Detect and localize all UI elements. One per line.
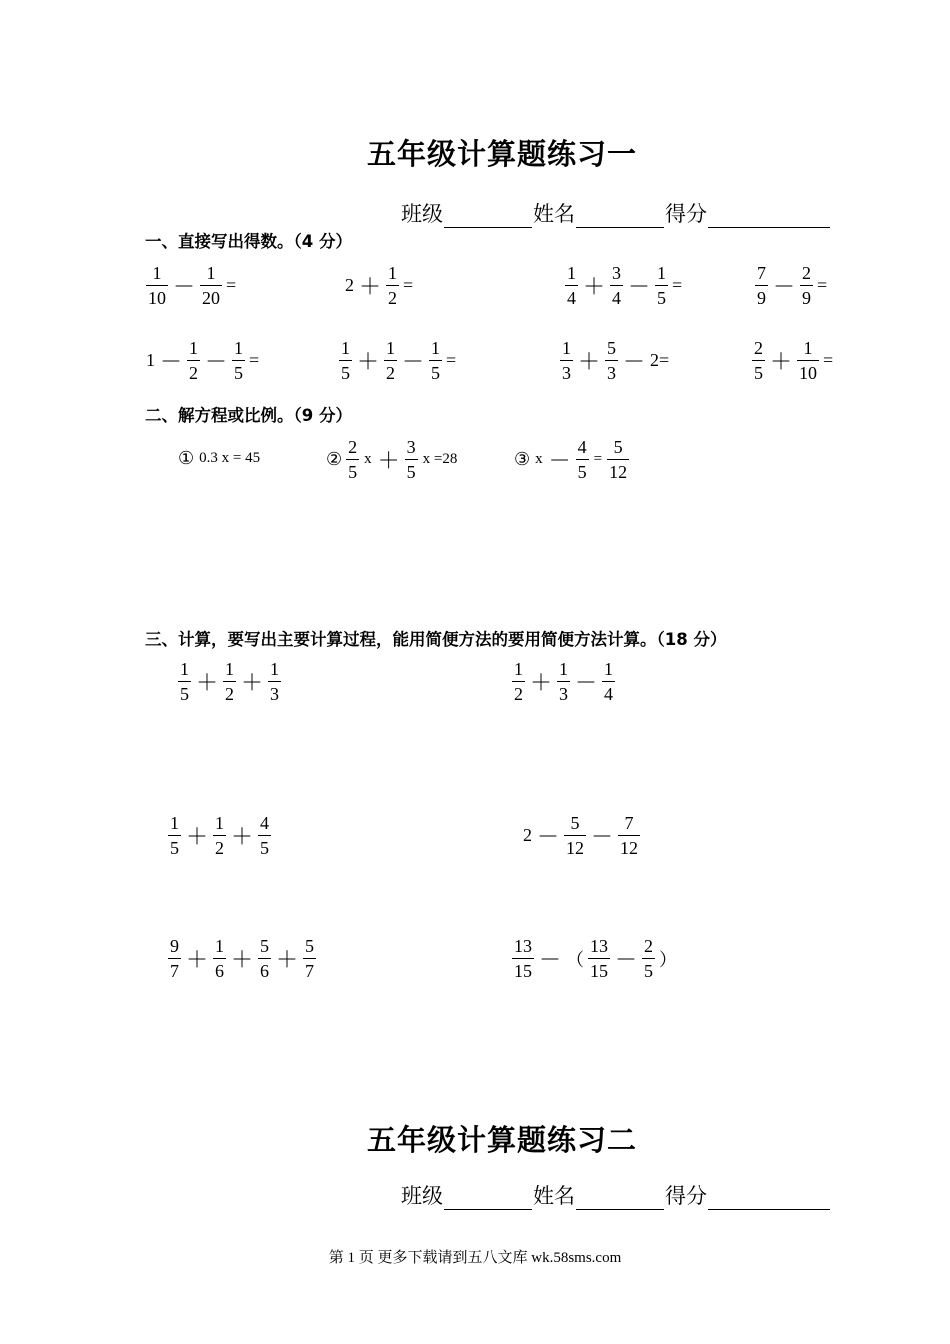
s2-problem-1 (176, 448, 263, 469)
denominator: 5 (168, 835, 181, 857)
operator: ＋ (377, 449, 400, 474)
fraction (618, 814, 640, 857)
s3-problem-3 (166, 814, 273, 857)
fraction (232, 339, 245, 382)
numerator: 5 (305, 936, 315, 956)
fraction (655, 264, 668, 307)
numerator: 3 (406, 437, 416, 457)
fraction (258, 937, 271, 980)
numerator: 2 (754, 338, 763, 358)
numerator: 1 (170, 813, 179, 833)
denominator: 10 (797, 360, 819, 382)
expression-text: ） (659, 949, 678, 970)
worksheet1-title: 五年级计算题练习一 (367, 137, 638, 171)
operator: － (205, 350, 228, 375)
s1-problem-6 (337, 339, 458, 382)
s3-problem-1 (176, 660, 283, 703)
name-field[interactable] (576, 1187, 664, 1210)
operator: － (173, 275, 196, 300)
numerator: 1 (657, 263, 667, 283)
denominator: 2 (384, 360, 397, 382)
denominator: 5 (576, 459, 589, 481)
expression-text: = (403, 275, 414, 295)
numerator: 2 (348, 437, 358, 457)
fraction (168, 814, 181, 857)
worksheet1-info-line (401, 198, 831, 228)
numerator: 1 (152, 263, 162, 283)
expression-text: 0.3 x = 45 (199, 450, 261, 466)
operator: － (628, 275, 651, 300)
fraction (588, 937, 610, 980)
expression-text: = (593, 451, 603, 467)
numerator: 1 (431, 338, 441, 358)
operator: － (548, 449, 571, 474)
denominator: 2 (386, 285, 399, 307)
fraction (800, 264, 813, 307)
section1-heading: 一、直接写出得数。（4 分） (145, 232, 352, 251)
s3-problem-4 (521, 814, 642, 857)
section3-heading: 三、计算，要写出主要计算过程，能用简便方法的要用简便方法计算。（18 分） (145, 630, 727, 649)
denominator: 4 (565, 285, 578, 307)
numerator: 7 (757, 263, 766, 283)
numerator: 1 (388, 263, 398, 283)
s1-problem-4 (753, 264, 829, 307)
numerator: 1 (386, 338, 396, 358)
numerator: 4 (577, 437, 587, 457)
s1-problem-8 (750, 339, 835, 382)
operator: － (402, 350, 425, 375)
operator: ＋ (583, 275, 606, 300)
fraction (384, 339, 397, 382)
fraction (797, 339, 819, 382)
denominator: 20 (200, 285, 222, 307)
operator: ＋ (530, 671, 553, 696)
denominator: 15 (512, 958, 534, 980)
fraction (258, 814, 271, 857)
numerator: 1 (559, 659, 569, 679)
score-field[interactable] (708, 1187, 830, 1210)
s3-problem-2 (510, 660, 617, 703)
section2-heading: 二、解方程或比例。（9 分） (145, 406, 352, 425)
fraction (200, 264, 222, 307)
denominator: 9 (800, 285, 813, 307)
numerator: 1 (270, 659, 280, 679)
fraction (303, 937, 316, 980)
score-label: 得分 (665, 1184, 707, 1208)
denominator: 12 (564, 835, 586, 857)
denominator: 12 (607, 459, 629, 481)
fraction (178, 660, 191, 703)
numerator: 1 (180, 659, 189, 679)
operator: － (591, 825, 614, 850)
s3-problem-6 (510, 937, 679, 980)
score-field[interactable] (708, 205, 830, 228)
name-label: 姓名 (533, 202, 575, 226)
denominator: 5 (752, 360, 765, 382)
operator: － (575, 671, 598, 696)
numerator: 1 (206, 263, 216, 283)
fraction (339, 339, 352, 382)
denominator: 4 (610, 285, 623, 307)
denominator: 3 (268, 681, 281, 703)
operator: ＋ (196, 671, 219, 696)
denominator: 3 (560, 360, 573, 382)
numerator: 1 (562, 338, 571, 358)
numerator: 2 (644, 936, 654, 956)
denominator: 5 (178, 681, 191, 703)
denominator: 2 (187, 360, 200, 382)
numerator: 1 (234, 338, 244, 358)
denominator: 5 (339, 360, 352, 382)
fraction (168, 937, 181, 980)
fraction (557, 660, 570, 703)
class-field[interactable] (444, 205, 532, 228)
fraction (755, 264, 768, 307)
fraction (752, 339, 765, 382)
operator: － (160, 350, 183, 375)
denominator: 9 (755, 285, 768, 307)
expression-text: = (249, 350, 260, 370)
expression-text: ③ (514, 449, 531, 469)
s1-problem-7 (558, 339, 671, 382)
denominator: 5 (258, 835, 271, 857)
fraction (602, 660, 615, 703)
denominator: 5 (405, 459, 418, 481)
numerator: 5 (607, 338, 617, 358)
operator: － (537, 825, 560, 850)
expression-text: = (817, 275, 828, 295)
fraction (564, 814, 586, 857)
s2-problem-2 (324, 438, 460, 481)
denominator: 3 (605, 360, 618, 382)
denominator: 5 (232, 360, 245, 382)
denominator: 2 (223, 681, 236, 703)
fraction (429, 339, 442, 382)
fraction (187, 339, 200, 382)
score-label: 得分 (665, 202, 707, 226)
numerator: 13 (590, 936, 609, 956)
numerator: 1 (341, 338, 350, 358)
name-label: 姓名 (533, 1184, 575, 1208)
page-footer: 第 1 页 更多下载请到五八文库 wk.58sms.com (328, 1250, 622, 1266)
numerator: 1 (215, 813, 225, 833)
numerator: 1 (514, 659, 523, 679)
numerator: 13 (514, 936, 532, 956)
class-label: 班级 (401, 202, 443, 226)
denominator: 5 (346, 459, 359, 481)
numerator: 1 (803, 338, 813, 358)
operator: ＋ (186, 948, 209, 973)
fraction (512, 937, 534, 980)
class-field[interactable] (444, 1187, 532, 1210)
numerator: 5 (260, 936, 270, 956)
numerator: 5 (570, 813, 580, 833)
denominator: 3 (557, 681, 570, 703)
class-label: 班级 (401, 1184, 443, 1208)
numerator: 3 (612, 263, 622, 283)
operator: ＋ (359, 275, 382, 300)
fraction (146, 264, 168, 307)
fraction (386, 264, 399, 307)
expression-text: 2 (523, 825, 532, 845)
fraction (512, 660, 525, 703)
denominator: 4 (602, 681, 615, 703)
expression-text: 1 (146, 350, 155, 370)
fraction (405, 438, 418, 481)
denominator: 15 (588, 958, 610, 980)
operator: ＋ (276, 948, 299, 973)
s1-problem-2 (343, 264, 415, 307)
expression-text: ② (326, 449, 343, 469)
numerator: 1 (567, 263, 576, 283)
operator: － (623, 350, 646, 375)
denominator: 7 (303, 958, 316, 980)
operator: － (773, 275, 796, 300)
operator: ＋ (186, 825, 209, 850)
fraction (642, 937, 655, 980)
fraction (213, 814, 226, 857)
expression-text: ① (178, 448, 195, 468)
numerator: 1 (215, 936, 225, 956)
expression-text: 2= (650, 350, 670, 370)
s1-problem-3 (563, 264, 684, 307)
numerator: 9 (170, 936, 179, 956)
expression-text: = (226, 275, 237, 295)
worksheet2-info-line (401, 1180, 831, 1210)
expression-text: （ (566, 949, 585, 970)
operator: ＋ (241, 671, 264, 696)
numerator: 2 (802, 263, 812, 283)
denominator: 5 (429, 360, 442, 382)
operator: ＋ (231, 948, 254, 973)
expression-text: = (672, 275, 683, 295)
expression-text: = (823, 350, 834, 370)
numerator: 1 (189, 338, 199, 358)
fraction (605, 339, 618, 382)
name-field[interactable] (576, 205, 664, 228)
operator: ＋ (770, 350, 793, 375)
denominator: 12 (618, 835, 640, 857)
s1-problem-5 (144, 339, 261, 382)
denominator: 7 (168, 958, 181, 980)
s3-problem-5 (166, 937, 318, 980)
fraction (560, 339, 573, 382)
numerator: 7 (624, 813, 634, 833)
denominator: 2 (512, 681, 525, 703)
numerator: 5 (613, 437, 623, 457)
fraction (268, 660, 281, 703)
operator: － (615, 948, 638, 973)
denominator: 2 (213, 835, 226, 857)
denominator: 6 (213, 958, 226, 980)
denominator: 10 (146, 285, 168, 307)
worksheet2-title: 五年级计算题练习二 (367, 1123, 638, 1157)
numerator: 1 (604, 659, 614, 679)
numerator: 1 (225, 659, 235, 679)
s1-problem-1 (144, 264, 238, 307)
s2-problem-3 (512, 438, 631, 481)
expression-text: x =28 (422, 451, 458, 467)
numerator: 4 (260, 813, 270, 833)
fraction (576, 438, 589, 481)
expression-text: x (364, 451, 372, 467)
fraction (346, 438, 359, 481)
expression-text: x (535, 451, 543, 467)
expression-text: 2 (345, 275, 354, 295)
operator: ＋ (357, 350, 380, 375)
fraction (213, 937, 226, 980)
fraction (610, 264, 623, 307)
operator: ＋ (231, 825, 254, 850)
fraction (607, 438, 629, 481)
operator: ＋ (578, 350, 601, 375)
fraction (223, 660, 236, 703)
denominator: 5 (655, 285, 668, 307)
fraction (565, 264, 578, 307)
expression-text: = (446, 350, 457, 370)
operator: － (539, 948, 562, 973)
denominator: 6 (258, 958, 271, 980)
denominator: 5 (642, 958, 655, 980)
